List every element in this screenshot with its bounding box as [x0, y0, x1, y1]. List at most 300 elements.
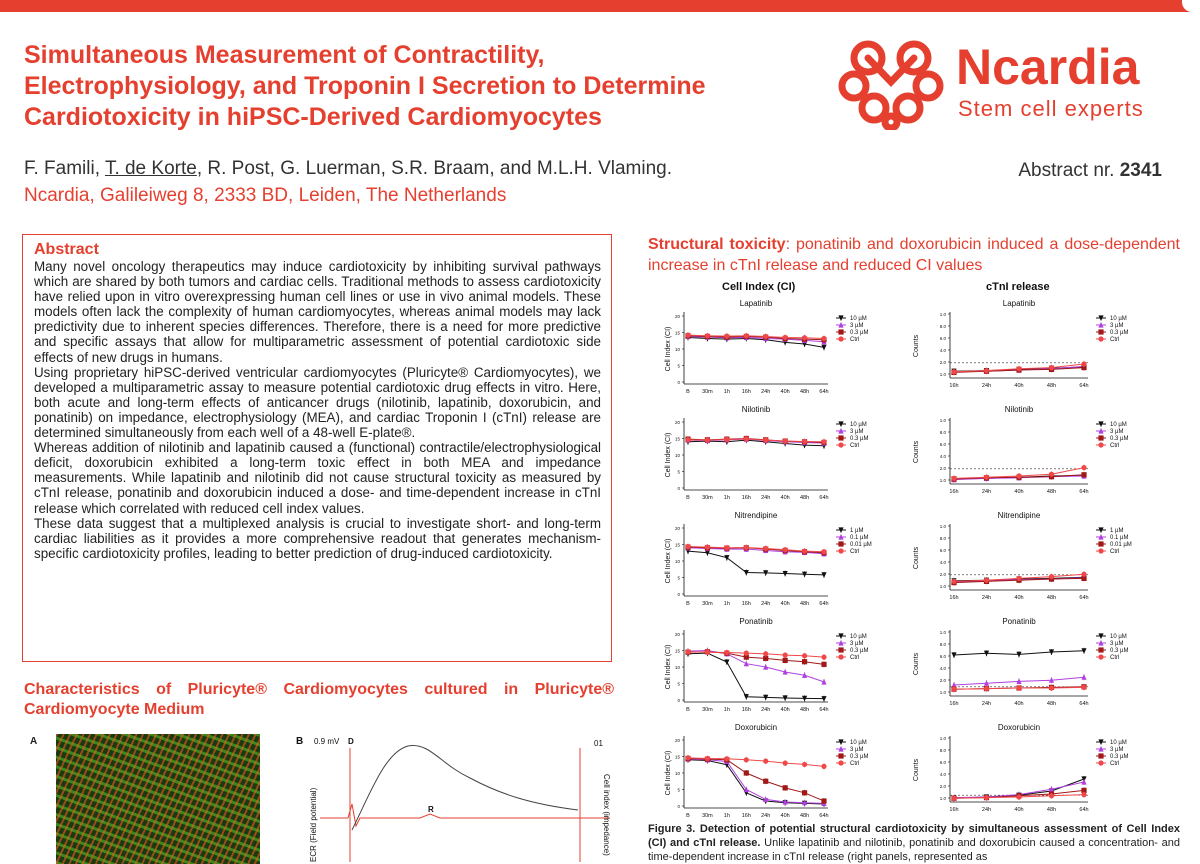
data-point — [1098, 435, 1103, 440]
y-tick-label: 10 — [674, 453, 680, 458]
data-point — [984, 475, 989, 480]
data-point — [763, 334, 768, 339]
data-point — [1081, 792, 1086, 797]
y-tick-label: 15 — [674, 648, 680, 654]
legend-label: Ctrl — [850, 443, 860, 450]
x-tick-label: 64h — [819, 389, 829, 395]
data-point — [705, 650, 710, 655]
legend-label: 1 µM — [1110, 528, 1124, 535]
data-point — [1049, 685, 1054, 690]
y-tick-label: 6.0 — [939, 548, 946, 553]
data-point — [802, 653, 807, 658]
legend-label: 0.3 µM — [1110, 436, 1129, 443]
data-point — [821, 798, 826, 803]
y-axis-label: Cell Index (CI) — [665, 538, 672, 584]
cell-index-chart — [652, 614, 942, 726]
x-tick-label: 16h — [949, 595, 959, 601]
y-tick-label: 4.0 — [939, 348, 946, 353]
x-tick-label: B — [686, 495, 690, 501]
ecr-axis-label: ECR (Field potential) — [309, 787, 318, 862]
data-point — [1081, 361, 1086, 366]
x-tick-label: 48h — [1046, 595, 1057, 601]
legend-label: 0.1 µM — [850, 535, 869, 542]
legend-label: 0.3 µM — [850, 648, 869, 655]
cell-index-chart — [652, 296, 942, 408]
x-tick-label: 40h — [780, 389, 790, 395]
legend-label: 3 µM — [1110, 641, 1124, 648]
x-tick-label: 30m — [702, 601, 713, 607]
data-point — [951, 796, 956, 801]
x-tick-label: 30m — [702, 389, 713, 395]
y-axis-label: Counts — [913, 334, 920, 358]
data-point — [951, 369, 956, 374]
legend-label: 0.3 µM — [850, 754, 869, 761]
data-point — [1081, 572, 1086, 577]
y-tick-label: 20 — [674, 526, 680, 531]
data-point — [685, 437, 690, 442]
data-point — [838, 329, 843, 334]
legend-label: 10 µM — [1110, 740, 1127, 747]
x-tick-label: 48h — [799, 389, 810, 395]
y-axis-label: Cell Index (CI) — [665, 326, 672, 372]
x-tick-label: 24h — [761, 495, 771, 501]
chart-title: Doxorubicin — [997, 723, 1041, 732]
x-tick-label: 48h — [1046, 807, 1057, 813]
x-tick-label: 24h — [981, 489, 992, 495]
x-tick-label: 64h — [1079, 701, 1089, 707]
characteristics-section-title: Characteristics of Pluricyte® Cardiomyocytes cultured in Pluricyte® Cardiomyocyte Medium — [24, 681, 614, 718]
abstract-number-value: 2341 — [1119, 160, 1162, 181]
y-tick-label: 20 — [674, 420, 680, 425]
ctni-release-chart — [904, 720, 1194, 832]
y-tick-label: 2.0 — [939, 466, 946, 471]
data-point — [838, 753, 843, 758]
data-point — [838, 647, 843, 652]
data-point — [783, 653, 788, 658]
logo-tagline: Stem cell experts — [958, 96, 1144, 121]
legend-label: 10 µM — [1110, 634, 1127, 641]
y-tick-label: 2.0 — [939, 784, 946, 789]
structural-title-bold: Structural toxicity — [648, 236, 786, 253]
y-tick-label: 15 — [674, 542, 680, 548]
legend-label: 10 µM — [1110, 316, 1127, 323]
y-tick-label: 1.0 — [939, 524, 946, 529]
data-point — [705, 545, 710, 550]
y-tick-label: 1.0 — [939, 630, 946, 635]
x-tick-label: 48h — [1046, 383, 1057, 389]
chart-title: Lapatinib — [1002, 299, 1036, 308]
data-point — [724, 756, 729, 761]
affiliation-address: Ncardia, Galileiweg 8, 2333 BD, Leiden, The Netherlands — [24, 185, 507, 206]
y-tick-label: 8.0 — [939, 324, 946, 329]
y-tick-label: 10 — [674, 665, 680, 670]
data-point — [783, 658, 788, 663]
abstract-paragraph-4: These data suggest that a multiplexed analysis is crucial to investigate short- and long-term cardiac liabilities as it provides a more comprehensive readout that generates mechanism-specific cardiotoxicity profiles, leading to better prediction of drug-induced cardiotoxicity. — [34, 515, 601, 561]
data-point — [821, 655, 826, 660]
x-tick-label: 48h — [799, 495, 810, 501]
data-point — [1098, 760, 1103, 765]
x-tick-label: 40h — [780, 495, 790, 501]
x-tick-label: 40h — [780, 601, 790, 607]
x-tick-label: 40h — [1014, 807, 1024, 813]
y-tick-label: 20 — [674, 314, 680, 319]
series-3 — [951, 684, 1086, 692]
title-line: Cardiotoxicity in hiPSC-Derived Cardiomyocytes — [24, 103, 602, 131]
series-3 — [685, 649, 826, 660]
legend-label: 0.01 µM — [1110, 542, 1132, 549]
x-tick-label: 64h — [1079, 595, 1089, 601]
data-point — [1098, 336, 1103, 341]
legend-label: 3 µM — [850, 641, 864, 648]
x-tick-label: 64h — [1079, 489, 1089, 495]
x-tick-label: 24h — [981, 807, 992, 813]
data-point — [744, 333, 749, 338]
x-tick-label: 40h — [1014, 595, 1024, 601]
x-tick-label: B — [686, 601, 690, 607]
ci-column-heading: Cell Index (CI) — [722, 281, 796, 293]
data-point — [705, 756, 710, 761]
cardiomyocyte-fluorescence-image — [56, 734, 260, 864]
x-tick-label: 40h — [1014, 489, 1024, 495]
y-tick-label: 1.0 — [939, 478, 946, 483]
legend-label: Ctrl — [1110, 655, 1120, 662]
y-tick-label: 20 — [674, 738, 680, 743]
y-tick-label: 4.0 — [939, 666, 946, 671]
x-tick-label: 40h — [780, 813, 790, 819]
presenting-author: T. de Korte — [104, 158, 197, 179]
legend-label: 0.1 µM — [1110, 535, 1129, 542]
y-tick-label: 4.0 — [939, 772, 946, 777]
abstract-paragraph-3: Whereas addition of nilotinib and lapatinib caused a (functional) contractile/electrophysiological deficit, doxorubicin exhibited a long-term toxic effect in both MEA and impedance measurements. While lapatinib and nilotinib did not cause structural toxicity as measured by cTnI release, ponatinib and doxorubicin induced a dose- and time-dependent increase in cTnI release which correlated with reduced cell index values. — [34, 440, 601, 516]
logo-wordmark: Ncardia — [956, 39, 1140, 95]
title-line: Electrophysiology, and Troponin I Secretion to Determine — [24, 72, 706, 100]
ctni-release-chart — [904, 296, 1194, 408]
data-point — [984, 368, 989, 373]
x-tick-label: 1h — [723, 495, 730, 501]
x-tick-label: 24h — [761, 389, 771, 395]
data-point — [685, 755, 690, 760]
abstract-paragraph-1: Many novel oncology therapeutics may induce cardiotoxicity by inhibiting survival pathways which are shared by both tumors and cardiac cells. Traditional methods to assess cardiotoxicity have relied upon in vitro overexpressing human cell lines or use in vivo animal models. These models often lack the complexity of human cardiomyocytes, whereas animal models may lack predictivity due to inherent species differences. Therefore, there is a need for more predictive and specific assays that allow for multiparametric assessment of potential cardiotoxic side effects of new drugs in humans. — [34, 259, 601, 365]
y-tick-label: 6.0 — [939, 336, 946, 341]
y-tick-label: 2.0 — [939, 678, 946, 683]
x-tick-label: 30m — [702, 813, 713, 819]
x-tick-label: 48h — [1046, 701, 1057, 707]
heart-knot-logo-icon — [838, 30, 946, 130]
y-tick-label: 10 — [674, 347, 680, 352]
legend-label: Ctrl — [1110, 443, 1120, 450]
y-tick-label: 5 — [677, 575, 680, 581]
data-point — [1016, 366, 1021, 371]
y-tick-label: 1.0 — [939, 372, 946, 377]
data-point — [1049, 793, 1054, 798]
chart-title: Nitrendipine — [997, 511, 1041, 520]
x-tick-label: 1h — [723, 707, 730, 713]
panel-b-label: B — [296, 736, 304, 747]
x-tick-label: 24h — [761, 707, 771, 713]
ctni-column-heading: cTnI release — [986, 281, 1050, 293]
data-point — [744, 545, 749, 550]
r-label: R — [428, 805, 434, 814]
chart-title: Nilotinib — [741, 405, 771, 414]
legend-label: 10 µM — [850, 740, 867, 747]
abstract-box — [22, 234, 612, 662]
cell-index-chart — [652, 720, 942, 832]
y-tick-label: 8.0 — [939, 642, 946, 647]
x-tick-label: 48h — [799, 813, 810, 819]
data-point — [1098, 753, 1103, 758]
x-tick-label: 48h — [799, 601, 810, 607]
x-tick-label: 1h — [723, 813, 730, 819]
x-tick-label: 30m — [702, 707, 713, 713]
y-tick-label: 5 — [677, 787, 680, 793]
data-point — [1081, 685, 1086, 690]
data-point — [744, 770, 749, 775]
structural-title-rest: : ponatinib and doxorubicin induced a dose-dependent increase in cTnI release and reduced CI values — [648, 236, 1181, 274]
data-point — [1098, 548, 1103, 553]
data-point — [1049, 574, 1054, 579]
abstract-heading: Abstract — [34, 241, 99, 258]
chart-title: Nilotinib — [1004, 405, 1034, 414]
ctni-release-chart — [904, 614, 1194, 726]
data-point — [783, 439, 788, 444]
legend-label: Ctrl — [1110, 337, 1120, 344]
data-point — [724, 545, 729, 550]
y-tick-label: 0 — [677, 486, 680, 491]
legend-label: 3 µM — [850, 323, 864, 330]
legend-label: Ctrl — [850, 655, 860, 662]
x-tick-label: 1h — [723, 601, 730, 607]
legend-label: Ctrl — [850, 337, 860, 344]
data-point — [1016, 685, 1021, 690]
legend-label: Ctrl — [850, 549, 860, 556]
legend-label: 0.3 µM — [850, 330, 869, 337]
legend-label: Ctrl — [1110, 761, 1120, 768]
x-tick-label: 64h — [819, 707, 829, 713]
data-point — [744, 436, 749, 441]
panel-a-label: A — [30, 736, 38, 747]
data-point — [705, 438, 710, 443]
chart-title: Lapatinib — [739, 299, 773, 308]
data-point — [724, 437, 729, 442]
data-point — [984, 686, 989, 691]
data-point — [1098, 541, 1103, 546]
y-tick-label: 0 — [677, 698, 680, 703]
x-tick-label: 24h — [761, 601, 771, 607]
data-point — [1049, 472, 1054, 477]
y-tick-label: 5 — [677, 363, 680, 369]
y-tick-label: 0 — [677, 804, 680, 809]
y-tick-label: 8.0 — [939, 536, 946, 541]
data-point — [838, 336, 843, 341]
y-tick-label: 1.0 — [939, 312, 946, 317]
poster-title — [24, 40, 824, 133]
data-point — [1098, 647, 1103, 652]
x-tick-label: 16h — [949, 489, 959, 495]
y-tick-label: 1.0 — [939, 418, 946, 423]
data-point — [838, 654, 843, 659]
y-tick-label: 1.0 — [939, 584, 946, 589]
data-point — [951, 476, 956, 481]
y-tick-label: 6.0 — [939, 442, 946, 447]
data-point — [984, 578, 989, 583]
data-point — [744, 757, 749, 762]
x-tick-label: 16h — [741, 389, 751, 395]
x-tick-label: 16h — [949, 383, 959, 389]
title-line: Simultaneous Measurement of Contractility, — [24, 41, 545, 69]
x-tick-label: 64h — [1079, 383, 1089, 389]
y-tick-label: 8.0 — [939, 748, 946, 753]
ncardia-logo — [838, 30, 1188, 130]
data-point — [763, 759, 768, 764]
x-tick-label: 24h — [981, 383, 992, 389]
legend-label: 0.01 µM — [850, 542, 872, 549]
legend-label: Ctrl — [1110, 549, 1120, 556]
caption-rest: Unlike lapatinib and nilotinib, ponatinib and doxorubicin caused a concentration- and time-dependent increase in cTnI release (right panels, represented as — [648, 837, 1180, 863]
chart-title: Ponatinib — [1002, 617, 1036, 626]
data-point — [783, 335, 788, 340]
y-tick-label: 0 — [677, 592, 680, 597]
chart-title: Ponatinib — [739, 617, 773, 626]
y-tick-label: 4.0 — [939, 560, 946, 565]
data-point — [838, 442, 843, 447]
x-tick-label: 24h — [981, 595, 992, 601]
legend-label: Ctrl — [850, 761, 860, 768]
x-tick-label: 30m — [702, 495, 713, 501]
legend-label: 0.3 µM — [1110, 330, 1129, 337]
chart-title: Doxorubicin — [734, 723, 778, 732]
data-point — [838, 435, 843, 440]
data-point — [724, 555, 729, 561]
data-point — [802, 762, 807, 767]
data-point — [951, 687, 956, 692]
x-tick-label: 16h — [741, 495, 751, 501]
y-tick-label: 6.0 — [939, 760, 946, 765]
data-point — [705, 333, 710, 338]
d-label: D — [348, 737, 354, 746]
y-tick-label: 2.0 — [939, 360, 946, 365]
abstract-paragraph-2: Using proprietary hiPSC-derived ventricular cardiomyocytes (Pluricyte® Cardiomyocytes), we developed a multiparametric assay to measure potential cardiotoxic drug effects in vitro. Here, both acute and long-term effects of anticancer drugs (nilotinib, lapatinib, doxorubicin, and ponatinib) on impedance, electrophysiology (MEA), and cardiac Troponin I (cTnI) release are determined simultaneously from each well of a 48-well E-plate®. — [34, 364, 601, 441]
legend-label: 1 µM — [850, 528, 864, 535]
legend-label: 0.3 µM — [1110, 648, 1129, 655]
mea-impedance-trace-figure — [290, 734, 620, 864]
y-axis-label: Cell Index (CI) — [665, 432, 672, 478]
y-tick-label: 5 — [677, 681, 680, 687]
y-tick-label: 10 — [674, 771, 680, 776]
legend-label: 3 µM — [1110, 323, 1124, 330]
legend-label: 0.3 µM — [1110, 754, 1129, 761]
y-axis-label: Cell Index (CI) — [665, 644, 672, 690]
y-tick-label: 5 — [677, 469, 680, 475]
impedance-trace — [352, 746, 578, 830]
data-point — [1081, 465, 1086, 470]
top-bar-notch — [1182, 0, 1200, 12]
legend-label: 10 µM — [850, 634, 867, 641]
data-point — [802, 659, 807, 664]
author-first: F. Famili, — [24, 158, 105, 179]
legend-label: 3 µM — [850, 747, 864, 754]
data-point — [763, 779, 768, 784]
x-tick-label: 16h — [741, 601, 751, 607]
x-tick-label: 40h — [780, 707, 790, 713]
data-point — [783, 761, 788, 766]
data-point — [1016, 576, 1021, 581]
legend-label: 3 µM — [1110, 747, 1124, 754]
y-tick-label: 1.0 — [939, 690, 946, 695]
x-tick-label: B — [686, 813, 690, 819]
author-rest: , R. Post, G. Luerman, S.R. Braam, and M.L.H. Vlaming. — [196, 158, 673, 179]
x-tick-label: 48h — [799, 707, 810, 713]
y-tick-label: 1.0 — [939, 796, 946, 801]
top-accent-bar — [0, 0, 1200, 12]
data-point — [744, 661, 749, 667]
data-point — [763, 546, 768, 551]
x-tick-label: 16h — [741, 707, 751, 713]
legend-label: 10 µM — [850, 316, 867, 323]
data-point — [1081, 472, 1086, 477]
data-point — [821, 336, 826, 341]
x-tick-label: 40h — [1014, 701, 1024, 707]
data-point — [1016, 794, 1021, 799]
x-tick-label: B — [686, 389, 690, 395]
y-tick-label: 1.0 — [939, 736, 946, 741]
data-point — [1098, 442, 1103, 447]
data-point — [763, 651, 768, 656]
author-list — [24, 158, 672, 180]
y-tick-label: 0 — [677, 380, 680, 385]
legend-label: 10 µM — [1110, 422, 1127, 429]
data-point — [838, 760, 843, 765]
x-tick-label: B — [686, 707, 690, 713]
data-point — [1098, 654, 1103, 659]
legend-label: 0.3 µM — [850, 436, 869, 443]
y-tick-label: 20 — [674, 632, 680, 637]
legend-label: 3 µM — [850, 429, 864, 436]
data-point — [685, 544, 690, 549]
y-axis-label: Cell Index (CI) — [665, 750, 672, 796]
data-point — [821, 764, 826, 769]
data-point — [951, 579, 956, 584]
y-axis-label: Counts — [913, 758, 920, 782]
x-tick-label: 24h — [981, 701, 992, 707]
abstract-number-label: Abstract nr. — [1018, 160, 1120, 181]
data-point — [763, 438, 768, 443]
x-tick-label: 64h — [1079, 807, 1089, 813]
y-axis-label: Counts — [913, 652, 920, 676]
y-tick-label: 2.0 — [939, 572, 946, 577]
data-point — [685, 649, 690, 654]
series-0 — [951, 648, 1086, 658]
x-tick-label: 64h — [819, 495, 829, 501]
x-tick-label: 40h — [1014, 383, 1024, 389]
chart-title: Nitrendipine — [734, 511, 778, 520]
x-tick-label: 16h — [741, 813, 751, 819]
cell-index-chart — [652, 508, 942, 620]
structural-toxicity-section-title — [648, 234, 1180, 276]
data-point — [1098, 329, 1103, 334]
data-point — [802, 335, 807, 340]
y-tick-label: 8.0 — [939, 430, 946, 435]
data-point — [821, 439, 826, 444]
legend-label: 10 µM — [850, 422, 867, 429]
data-point — [744, 651, 749, 656]
data-point — [821, 345, 826, 351]
x-tick-label: 48h — [1046, 489, 1057, 495]
y-tick-label: 15 — [674, 754, 680, 760]
data-point — [838, 548, 843, 553]
data-point — [802, 790, 807, 795]
data-point — [1016, 473, 1021, 478]
data-point — [783, 785, 788, 790]
